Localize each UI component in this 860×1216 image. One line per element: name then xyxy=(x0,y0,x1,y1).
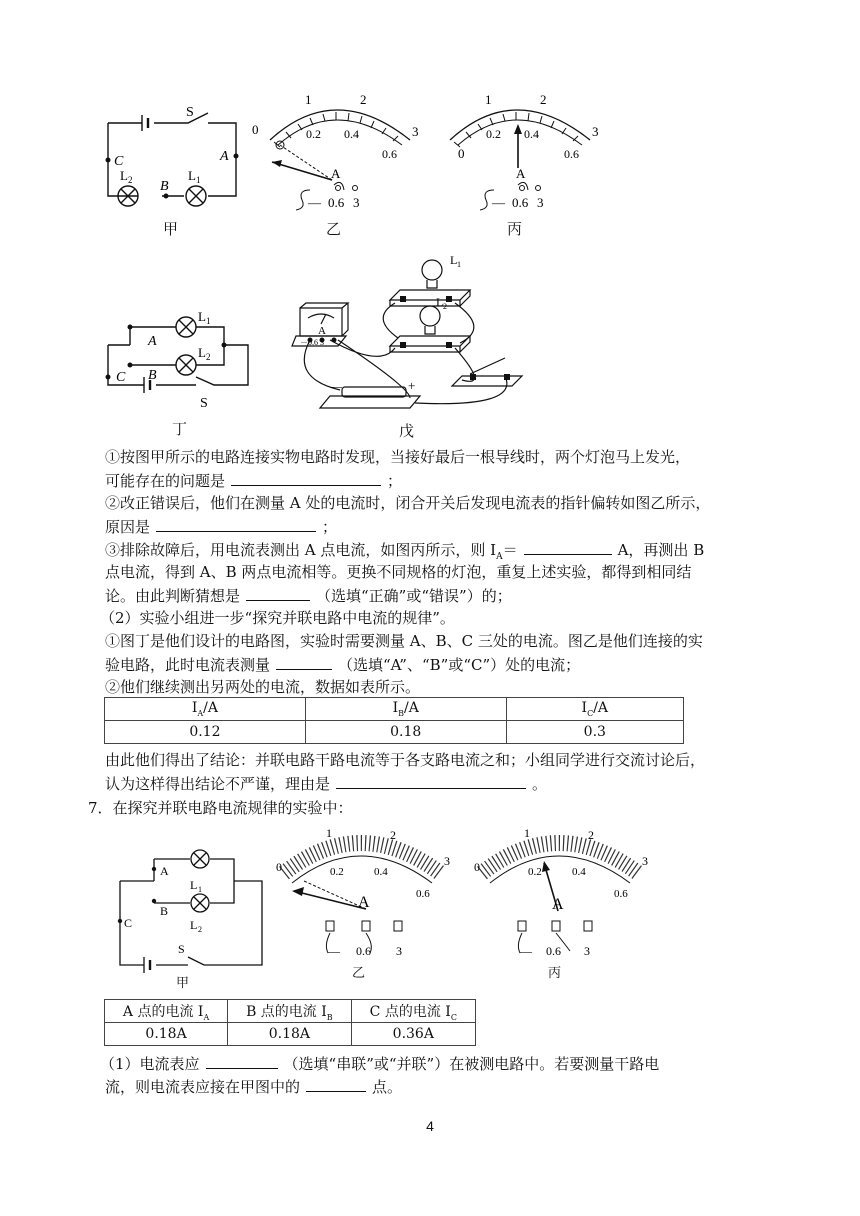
svg-text:2: 2 xyxy=(540,92,547,107)
label-wu: 戊 xyxy=(399,422,415,440)
svg-text:C: C xyxy=(116,370,126,385)
svg-text:L: L xyxy=(198,309,206,324)
svg-text:A: A xyxy=(220,149,229,164)
table-cell: 0.18 xyxy=(305,721,506,744)
table-cell: 0.36A xyxy=(351,1023,475,1046)
svg-text:L: L xyxy=(450,253,458,267)
circuit-diagram-ding xyxy=(100,305,260,410)
q7-part1-line2: 流，则电流表应接在甲图中的 点。 xyxy=(105,1075,790,1098)
svg-text:L: L xyxy=(190,878,198,892)
page-number: 4 xyxy=(426,1118,434,1134)
physical-circuit-wu xyxy=(290,248,530,416)
ammeter-bing xyxy=(430,90,610,215)
table-cell: 0.18A xyxy=(228,1023,351,1046)
svg-text:3: 3 xyxy=(592,124,599,139)
svg-text:S: S xyxy=(200,396,208,410)
label-jia: 甲 xyxy=(163,220,179,238)
svg-text:L: L xyxy=(198,345,206,360)
svg-text:2: 2 xyxy=(198,925,202,934)
answer-blank-7[interactable] xyxy=(206,1052,278,1069)
svg-text:3: 3 xyxy=(584,944,590,958)
svg-text:1: 1 xyxy=(524,826,530,840)
svg-text:B: B xyxy=(148,368,157,383)
svg-text:1: 1 xyxy=(457,260,461,269)
svg-text:1: 1 xyxy=(305,92,312,107)
table-cell: 0.3 xyxy=(506,721,683,744)
answer-blank-3[interactable] xyxy=(524,538,612,555)
svg-text:0: 0 xyxy=(252,122,259,137)
svg-text:3: 3 xyxy=(444,854,450,868)
q6-part3-line2: 点电流，得到 A、B 两点电流相等。更换不同规格的灯泡，重复上述实验，都得到相同结 xyxy=(105,563,692,581)
svg-text:—: — xyxy=(328,944,340,958)
svg-text:3: 3 xyxy=(537,195,544,210)
q6-part4: （2）实验小组进一步“探究并联电路中电流的规律”。 xyxy=(100,609,455,627)
svg-text:2: 2 xyxy=(360,92,367,107)
answer-blank-2[interactable] xyxy=(156,515,316,532)
svg-text:3: 3 xyxy=(412,124,419,139)
svg-text:A: A xyxy=(160,864,169,878)
table-header-c: C 点的电流 $I_C$ xyxy=(351,1000,475,1023)
svg-text:0.6: 0.6 xyxy=(328,195,345,210)
q7-data-table xyxy=(104,999,476,1046)
svg-text:0.4: 0.4 xyxy=(374,866,388,878)
svg-text:0.6: 0.6 xyxy=(546,944,561,958)
q6-part2-line2: 原因是 ； xyxy=(105,515,790,538)
svg-text:L: L xyxy=(120,168,128,183)
svg-text:2: 2 xyxy=(443,302,447,311)
svg-text:A: A xyxy=(148,334,157,349)
q6-part3-line3: 论。由此判断猜想是 （选填“正确”或“错误”）的； xyxy=(105,584,790,607)
q7-label-bing: 丙 xyxy=(548,966,562,981)
svg-text:－0.6 3: －0.6 3 xyxy=(300,338,324,347)
svg-text:0.2: 0.2 xyxy=(486,127,501,141)
q6-part2-line1: ②改正错误后，他们在测量 A 处的电流时，闭合开关后发现电流表的指针偏转如图乙所示， xyxy=(105,494,711,512)
svg-text:L: L xyxy=(436,295,444,309)
answer-blank-4[interactable] xyxy=(246,584,310,601)
svg-text:0.2: 0.2 xyxy=(330,866,344,878)
q7-label-yi: 乙 xyxy=(352,966,366,981)
ammeter-yi xyxy=(250,90,430,215)
q6-part5-line1: ①图丁是他们设计的电路图，实验时需要测量 A、B、C 三处的电流。图乙是他们连接的实 xyxy=(105,632,703,650)
q6-part7-line2: 认为这样得出结论不严谨，理由是 。 xyxy=(105,772,790,795)
svg-text:+: + xyxy=(408,378,416,393)
svg-text:0.6: 0.6 xyxy=(512,195,529,210)
svg-text:—: — xyxy=(308,195,321,210)
table-header-ia: $I_A/A$ xyxy=(105,698,306,721)
answer-blank-6[interactable] xyxy=(336,772,526,789)
table-header-b: B 点的电流 $I_B$ xyxy=(228,1000,351,1023)
svg-text:2: 2 xyxy=(390,828,396,842)
q7-title: 7．在探究并联电路电流规律的实验中： xyxy=(88,799,353,817)
answer-blank-8[interactable] xyxy=(306,1075,366,1092)
svg-text:S: S xyxy=(178,942,185,956)
svg-text:2: 2 xyxy=(588,828,594,842)
svg-text:—: — xyxy=(492,195,505,210)
switch-label: S xyxy=(186,105,194,120)
svg-text:0.6: 0.6 xyxy=(382,147,397,161)
svg-text:0.2: 0.2 xyxy=(306,127,321,141)
svg-text:C: C xyxy=(124,916,133,930)
q6-part6: ②他们继续测出另两处的电流，数据如表所示。 xyxy=(105,678,421,696)
svg-text:B: B xyxy=(160,904,169,918)
svg-text:A: A xyxy=(318,325,326,337)
svg-text:2: 2 xyxy=(128,175,133,185)
svg-text:B: B xyxy=(160,179,169,194)
svg-text:L: L xyxy=(188,168,196,183)
svg-text:0: 0 xyxy=(458,146,465,161)
svg-text:0.6: 0.6 xyxy=(356,944,371,958)
svg-text:A: A xyxy=(552,896,564,913)
q7-ammeter-yi xyxy=(270,825,455,960)
svg-text:A: A xyxy=(516,166,526,181)
svg-text:L: L xyxy=(190,918,198,932)
table-cell: 0.12 xyxy=(105,721,306,744)
svg-text:0.6: 0.6 xyxy=(614,888,628,900)
answer-blank-5[interactable] xyxy=(276,653,332,670)
table-cell: 0.18A xyxy=(105,1023,228,1046)
circuit-diagram-jia xyxy=(100,98,250,213)
svg-text:0.2: 0.2 xyxy=(528,866,542,878)
q7-ammeter-bing xyxy=(468,825,653,960)
label-ding: 丁 xyxy=(172,420,188,438)
svg-text:A: A xyxy=(358,894,370,911)
svg-text:0.4: 0.4 xyxy=(524,127,539,141)
svg-text:A: A xyxy=(331,166,341,181)
svg-text:0: 0 xyxy=(474,860,480,874)
q7-part1-line1: （1）电流表应 （选填“串联”或“并联”）在被测电路中。若要测量干路电 xyxy=(100,1052,790,1075)
svg-text:2: 2 xyxy=(206,352,211,362)
q6-data-table xyxy=(104,697,684,744)
svg-text:—: — xyxy=(520,944,532,958)
svg-text:1: 1 xyxy=(198,885,202,894)
q6-part1-line2: 可能存在的问题是 ； xyxy=(105,469,790,492)
label-bing: 丙 xyxy=(507,220,523,238)
svg-text:1: 1 xyxy=(196,175,201,185)
svg-text:1: 1 xyxy=(326,826,332,840)
svg-text:0.4: 0.4 xyxy=(344,127,359,141)
answer-blank-1[interactable] xyxy=(231,469,381,486)
svg-text:C: C xyxy=(114,154,124,169)
q6-part1-line1: ①按图甲所示的电路连接实物电路时发现，当接好最后一根导线时，两个灯泡马上发光， xyxy=(105,448,691,466)
svg-text:1: 1 xyxy=(206,316,211,326)
svg-text:3: 3 xyxy=(353,195,360,210)
q7-label-jia: 甲 xyxy=(176,976,190,991)
label-yi: 乙 xyxy=(326,220,342,238)
q6-part3-line1: ③排除故障后，用电流表测出 A 点电流，如图丙所示，则 $I_A= A$，再测出 B xyxy=(105,538,790,568)
svg-text:0: 0 xyxy=(276,860,282,874)
svg-text:0.6: 0.6 xyxy=(416,888,430,900)
svg-text:3: 3 xyxy=(642,854,648,868)
q6-part7-line1: 由此他们得出了结论：并联电路干路电流等于各支路电流之和；小组同学进行交流讨论后， xyxy=(105,751,706,769)
table-header-ib: $I_B/A$ xyxy=(305,698,506,721)
table-header-ic: $I_C/A$ xyxy=(506,698,683,721)
svg-text:—: — xyxy=(330,379,342,393)
q6-part5-line2: 验电路，此时电流表测量 （选填“A”、“B”或“C”）处的电流； xyxy=(105,653,790,676)
q7-circuit-jia xyxy=(112,845,272,975)
table-header-a: A 点的电流 $I_A$ xyxy=(105,1000,228,1023)
svg-text:1: 1 xyxy=(485,92,492,107)
svg-text:0.4: 0.4 xyxy=(572,866,586,878)
svg-text:3: 3 xyxy=(396,944,402,958)
svg-text:0.6: 0.6 xyxy=(564,147,579,161)
